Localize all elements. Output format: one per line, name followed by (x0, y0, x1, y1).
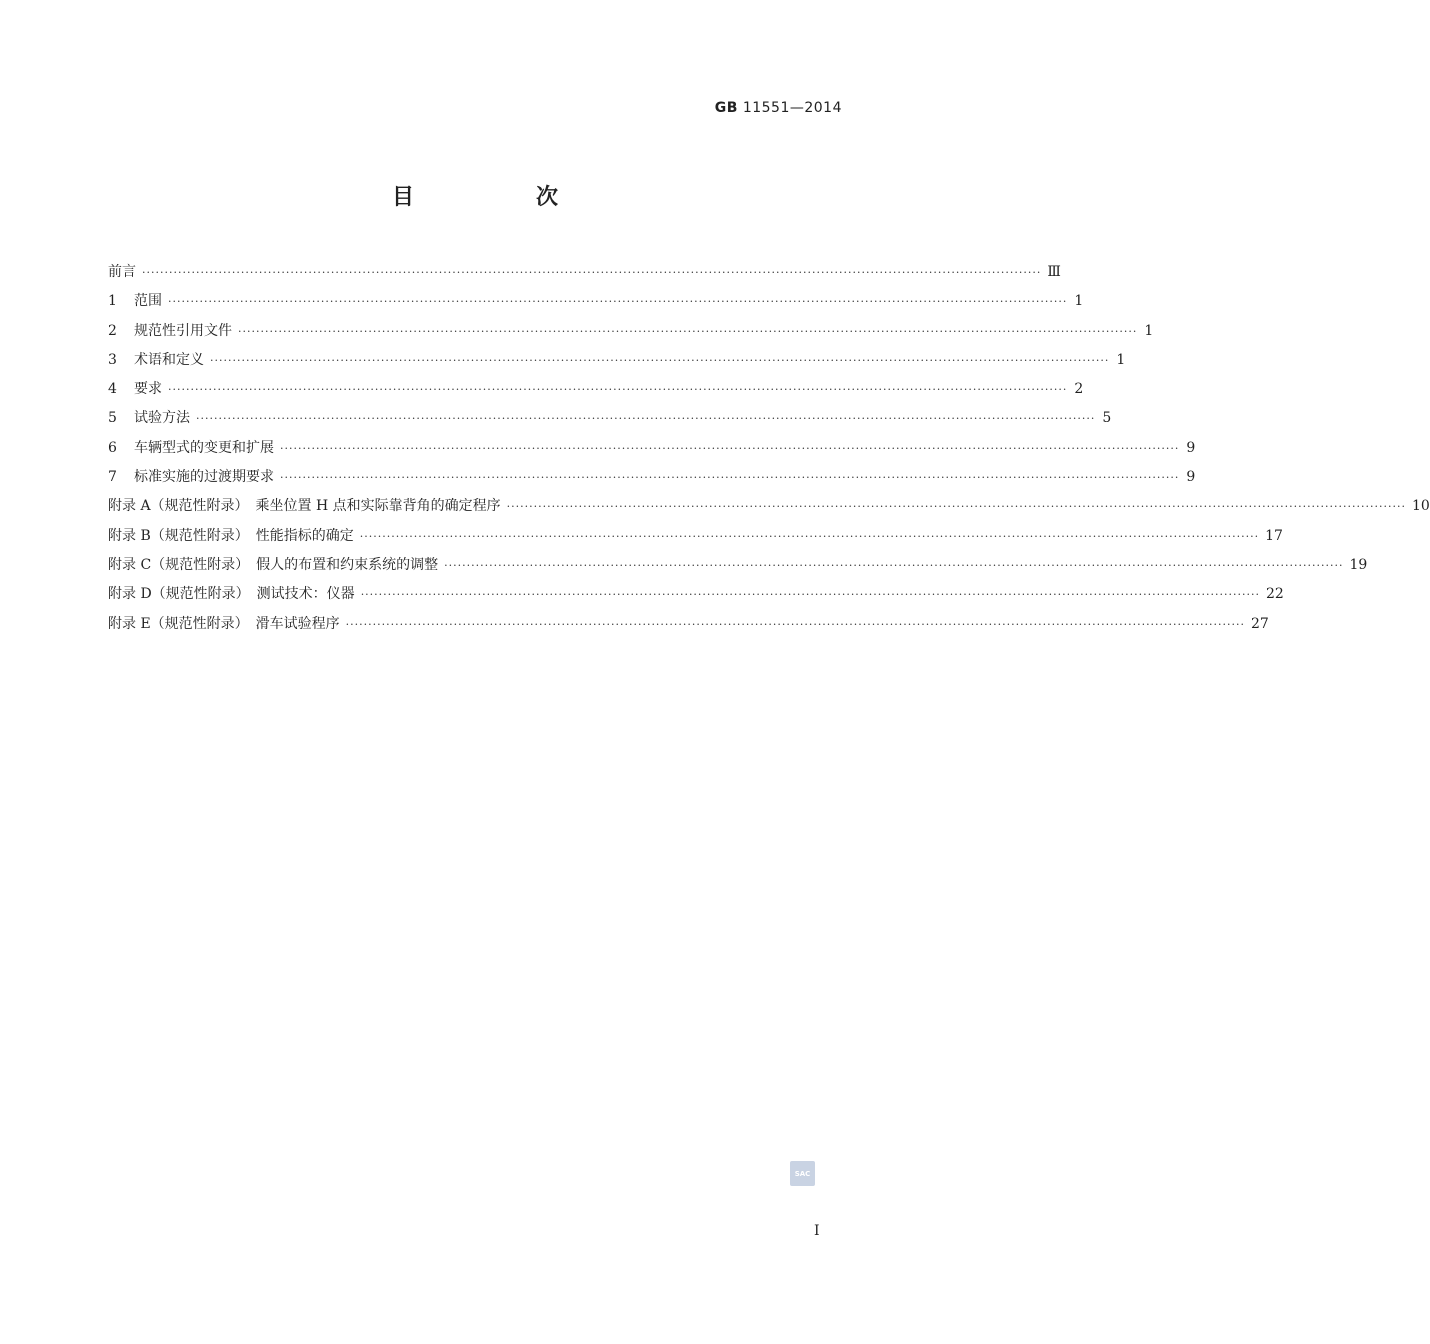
toc-entry[interactable] (108, 551, 1368, 580)
toc-entry-title (108, 580, 355, 609)
standard-code (715, 100, 842, 116)
toc-entry-page: 9 (1186, 439, 1196, 456)
toc-entry-page: 2 (1074, 381, 1084, 398)
toc-entry-label: 附录 A（规范性附录） 乘坐位置 H 点和实际靠背角的确定程序 (108, 498, 501, 515)
page-number: I (814, 1223, 820, 1239)
toc-entry[interactable] (108, 258, 1061, 287)
dot-leader: ········································································································································································································ (345, 617, 1245, 631)
toc-entry-label: 附录 D（规范性附录） 测试技术：仪器 (108, 586, 355, 603)
toc-entry-title (108, 463, 274, 492)
dot-leader: ········································································································································································································ (280, 471, 1180, 485)
toc-entry-page: 10 (1412, 498, 1430, 515)
dot-leader: ········································································································································································································ (359, 529, 1260, 543)
dot-leader: ········································································································································································································ (280, 441, 1180, 455)
toc-entry-number: 6 (108, 439, 117, 456)
toc-entry[interactable] (108, 317, 1154, 346)
dot-leader: ········································································································································································································ (444, 558, 1344, 572)
sac-logo-icon (790, 1161, 815, 1186)
toc-entry-page: 17 (1265, 527, 1283, 544)
dot-leader: ········································································································································································································ (210, 353, 1110, 367)
toc-entry-title (108, 610, 340, 639)
dot-leader: ········································································································································································································ (360, 588, 1261, 602)
toc-entry[interactable] (108, 434, 1196, 463)
toc-entry-page: 5 (1102, 410, 1112, 427)
toc-entry-label: 术语和定义 (134, 351, 204, 368)
standard-number: 11551—2014 (742, 100, 842, 116)
toc-entry[interactable] (108, 463, 1196, 492)
toc-entry-label: 附录 E（规范性附录） 滑车试验程序 (108, 615, 340, 632)
standard-prefix: GB (714, 100, 738, 116)
toc-entry[interactable] (108, 404, 1112, 433)
toc-entry-title (108, 522, 354, 551)
toc-entry-label: 标准实施的过渡期要求 (134, 469, 274, 486)
dot-leader: ········································································································································································································ (196, 412, 1096, 426)
toc-entry-number: 7 (108, 469, 117, 486)
toc-entry[interactable] (108, 346, 1126, 375)
toc-entry-title (108, 551, 438, 580)
toc-entry-label: 要求 (134, 381, 162, 398)
toc-entry-label: 前言 (108, 264, 136, 280)
toc-entry-page: 9 (1186, 469, 1196, 486)
toc-entry-number: 3 (108, 351, 117, 368)
toc-entry-number: 5 (108, 410, 117, 427)
toc-entry[interactable] (108, 522, 1283, 551)
toc-entry-title (108, 346, 204, 375)
toc-entry[interactable] (108, 287, 1084, 316)
toc-entry-page: 1 (1116, 351, 1126, 368)
toc-entry-label: 范围 (134, 293, 162, 310)
dot-leader: ········································································································································································································ (142, 266, 1042, 279)
toc-entry-page: 1 (1144, 322, 1154, 339)
toc-entry[interactable] (108, 492, 1430, 521)
dot-leader: ········································································································································································································ (168, 295, 1068, 309)
toc-entry-number: 4 (108, 381, 117, 398)
table-of-contents (108, 258, 1430, 639)
dot-leader: ········································································································································································································ (168, 383, 1068, 397)
toc-entry-page: 27 (1251, 615, 1269, 632)
toc-entry-title (108, 258, 136, 287)
toc-entry-number: 1 (108, 293, 117, 310)
toc-entry-label: 附录 C（规范性附录） 假人的布置和约束系统的调整 (108, 556, 439, 573)
toc-entry-title (108, 404, 190, 433)
toc-entry-title (108, 492, 501, 521)
toc-entry-label: 规范性引用文件 (134, 322, 232, 339)
toc-entry-label: 附录 B（规范性附录） 性能指标的确定 (108, 527, 354, 544)
toc-entry-title (108, 434, 274, 463)
toc-entry-page: 22 (1266, 586, 1284, 603)
toc-entry-title (108, 287, 162, 316)
dot-leader: ········································································································································································································ (506, 500, 1406, 514)
dot-leader: ········································································································································································································ (238, 324, 1138, 338)
toc-entry-title (108, 317, 232, 346)
page-title: 目 次 (391, 185, 608, 210)
toc-entry-title (108, 375, 162, 404)
toc-entry-number: 2 (108, 322, 117, 339)
toc-entry-label: 车辆型式的变更和扩展 (134, 439, 274, 456)
toc-entry-page: Ⅲ (1047, 264, 1061, 280)
toc-entry-page: 1 (1074, 293, 1084, 310)
toc-entry[interactable] (108, 610, 1269, 639)
toc-entry-page: 19 (1349, 556, 1368, 573)
toc-entry[interactable] (108, 580, 1284, 609)
toc-entry-label: 试验方法 (134, 410, 190, 427)
toc-entry[interactable] (108, 375, 1084, 404)
logo-text: SAC (794, 1169, 811, 1178)
